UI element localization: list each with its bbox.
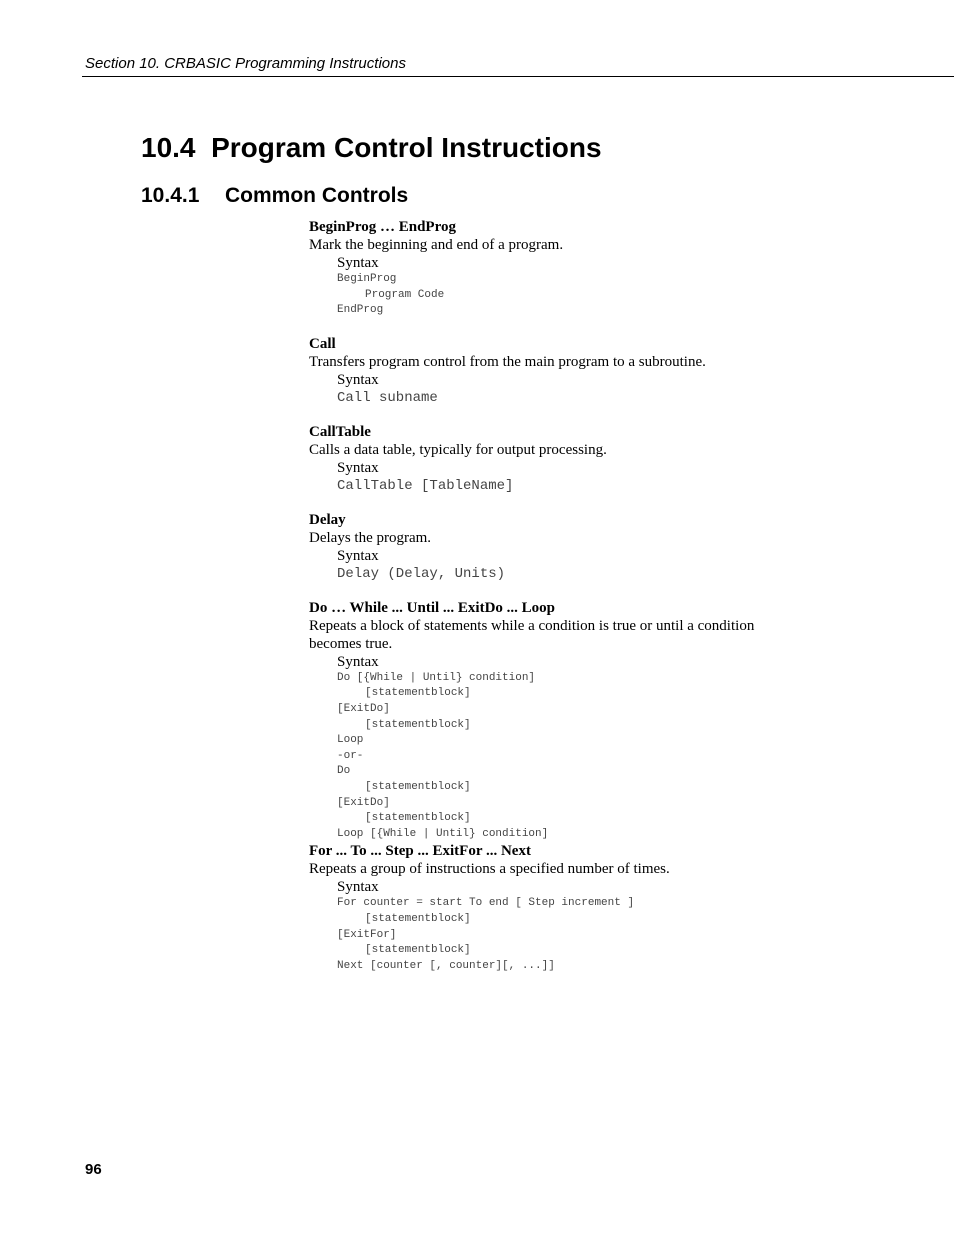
code-line: -or- (337, 749, 364, 762)
code-line: Loop (337, 734, 364, 747)
instruction-beginprog (309, 218, 789, 319)
code-line: Delay (Delay, Units) (337, 565, 506, 582)
syntax-label: Syntax (337, 547, 379, 564)
code-line: Program Code (365, 288, 445, 301)
instruction-description: Transfers program control from the main program to a subroutine. (309, 353, 706, 370)
syntax-label: Syntax (337, 371, 379, 388)
section-title: Program Control Instructions (211, 132, 602, 163)
syntax-label: Syntax (337, 879, 379, 896)
subsection-heading (141, 182, 408, 210)
instruction-name: Delay (309, 511, 346, 528)
instruction-name: For ... To ... Step ... ExitFor ... Next (309, 843, 531, 860)
instruction-description: Mark the beginning and end of a program. (309, 237, 564, 253)
instruction-name: BeginProg … EndProg (309, 219, 456, 235)
code-line: Next [counter [, counter][, ...]] (337, 959, 555, 972)
instruction-name: CallTable (309, 423, 371, 440)
instruction-do-loop (309, 599, 789, 843)
code-line: BeginProg (337, 273, 397, 285)
code-line: Do (337, 765, 351, 778)
code-block (309, 671, 789, 843)
header-rule (82, 76, 954, 77)
instruction-list (309, 218, 789, 974)
code-line: [ExitDo] (337, 796, 390, 809)
code-line: [ExitFor] (337, 928, 397, 941)
code-line: CallTable [TableName] (337, 477, 514, 494)
code-line: [statementblock] (365, 812, 471, 825)
code-line: [statementblock] (365, 687, 471, 700)
code-line: [statementblock] (365, 780, 471, 793)
section-heading (141, 128, 602, 168)
code-block (309, 896, 789, 974)
section-number: 10.4 (141, 132, 196, 163)
syntax-label: Syntax (337, 255, 379, 271)
instruction-for-next (309, 842, 789, 974)
syntax-label: Syntax (337, 653, 379, 670)
instruction-description: Delays the program. (309, 529, 432, 546)
code-block (309, 272, 789, 319)
instruction-name: Call (309, 335, 336, 352)
code-line: [ExitDo] (337, 702, 390, 715)
instruction-description: Calls a data table, typically for output processing. (309, 441, 607, 458)
instruction-call (309, 335, 789, 407)
instruction-delay (309, 511, 789, 583)
code-line: For counter = start To end [ Step increment ] (337, 897, 635, 910)
instruction-name: Do … While ... Until ... ExitDo ... Loop (309, 599, 555, 616)
code-block (309, 565, 789, 583)
running-header: Section 10. CRBASIC Programming Instructions (85, 55, 406, 72)
code-line: EndProg (337, 304, 384, 317)
code-line: [statementblock] (365, 912, 471, 925)
instruction-description: Repeats a block of statements while a condition is true or until a condition becomes true. (309, 617, 755, 652)
instruction-description: Repeats a group of instructions a specified number of times. (309, 861, 670, 878)
code-line: [statementblock] (365, 718, 471, 731)
subsection-number: 10.4.1 (141, 184, 200, 207)
page-number: 96 (85, 1161, 102, 1178)
code-block (309, 389, 789, 407)
code-block (309, 477, 789, 495)
code-line: Loop [{While | Until} condition] (337, 827, 549, 840)
code-line: [statementblock] (365, 944, 471, 957)
code-line: Do [{While | Until} condition] (337, 671, 536, 684)
instruction-calltable (309, 423, 789, 495)
code-line: Call subname (337, 389, 438, 406)
subsection-title: Common Controls (225, 184, 409, 207)
syntax-label: Syntax (337, 459, 379, 476)
